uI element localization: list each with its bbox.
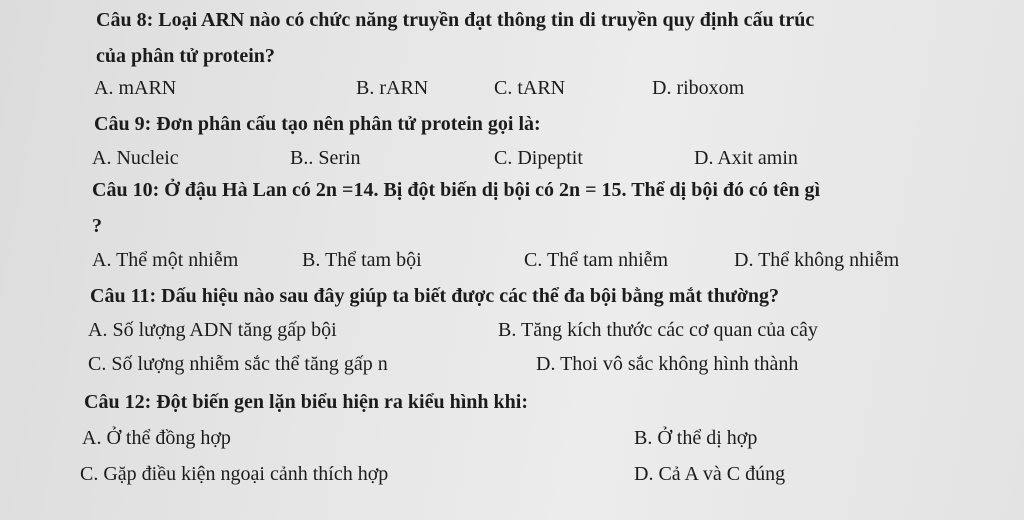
question-12-option-d: D. Cả A và C đúng [634, 463, 786, 485]
question-8-stem-line2: của phân tử protein? [96, 45, 275, 67]
question-11-stem: Câu 11: Dấu hiệu nào sau đây giúp ta biết được các thể đa bội bằng mắt thường? [90, 285, 780, 307]
question-8-stem-line1: Câu 8: Loại ARN nào có chức năng truyền đạt thông tin di truyền quy định cấu trúc [96, 9, 815, 31]
question-12-option-b: B. Ở thể dị hợp [634, 427, 758, 449]
question-11-option-c: C. Số lượng nhiễm sắc thể tăng gấp n [88, 353, 388, 375]
question-8-option-a: A. mARN [94, 77, 177, 99]
question-10-stem-line2: ? [92, 215, 102, 237]
question-9-option-a: A. Nucleic [92, 147, 179, 169]
question-11-option-d: D. Thoi vô sắc không hình thành [536, 353, 799, 375]
question-12-stem: Câu 12: Đột biến gen lặn biểu hiện ra kiểu hình khi: [84, 391, 528, 413]
question-10-option-b: B. Thể tam bội [302, 249, 422, 271]
question-9-option-c: C. Dipeptit [494, 147, 583, 169]
question-8-option-d: D. riboxom [652, 77, 745, 99]
question-9-option-d: D. Axit amin [694, 147, 798, 169]
question-12-option-a: A. Ở thể đồng hợp [82, 427, 231, 449]
question-8-option-c: C. tARN [494, 77, 566, 99]
question-10-stem-line1: Câu 10: Ở đậu Hà Lan có 2n =14. Bị đột biến dị bội có 2n = 15. Thể dị bội đó có tên gì [92, 179, 821, 201]
question-9-stem: Câu 9: Đơn phân cấu tạo nên phân tử protein gọi là: [94, 113, 541, 135]
question-10-option-a: A. Thể một nhiễm [92, 249, 239, 271]
question-11-option-a: A. Số lượng ADN tăng gấp bội [88, 319, 337, 341]
question-11-option-b: B. Tăng kích thước các cơ quan của cây [498, 319, 818, 341]
question-12-option-c: C. Gặp điều kiện ngoại cảnh thích hợp [80, 463, 389, 485]
question-10-option-c: C. Thể tam nhiễm [524, 249, 669, 271]
question-8-option-b: B. rARN [356, 77, 429, 99]
question-10-option-d: D. Thể không nhiễm [734, 249, 900, 271]
question-9-option-b: B.. Serin [290, 147, 361, 169]
